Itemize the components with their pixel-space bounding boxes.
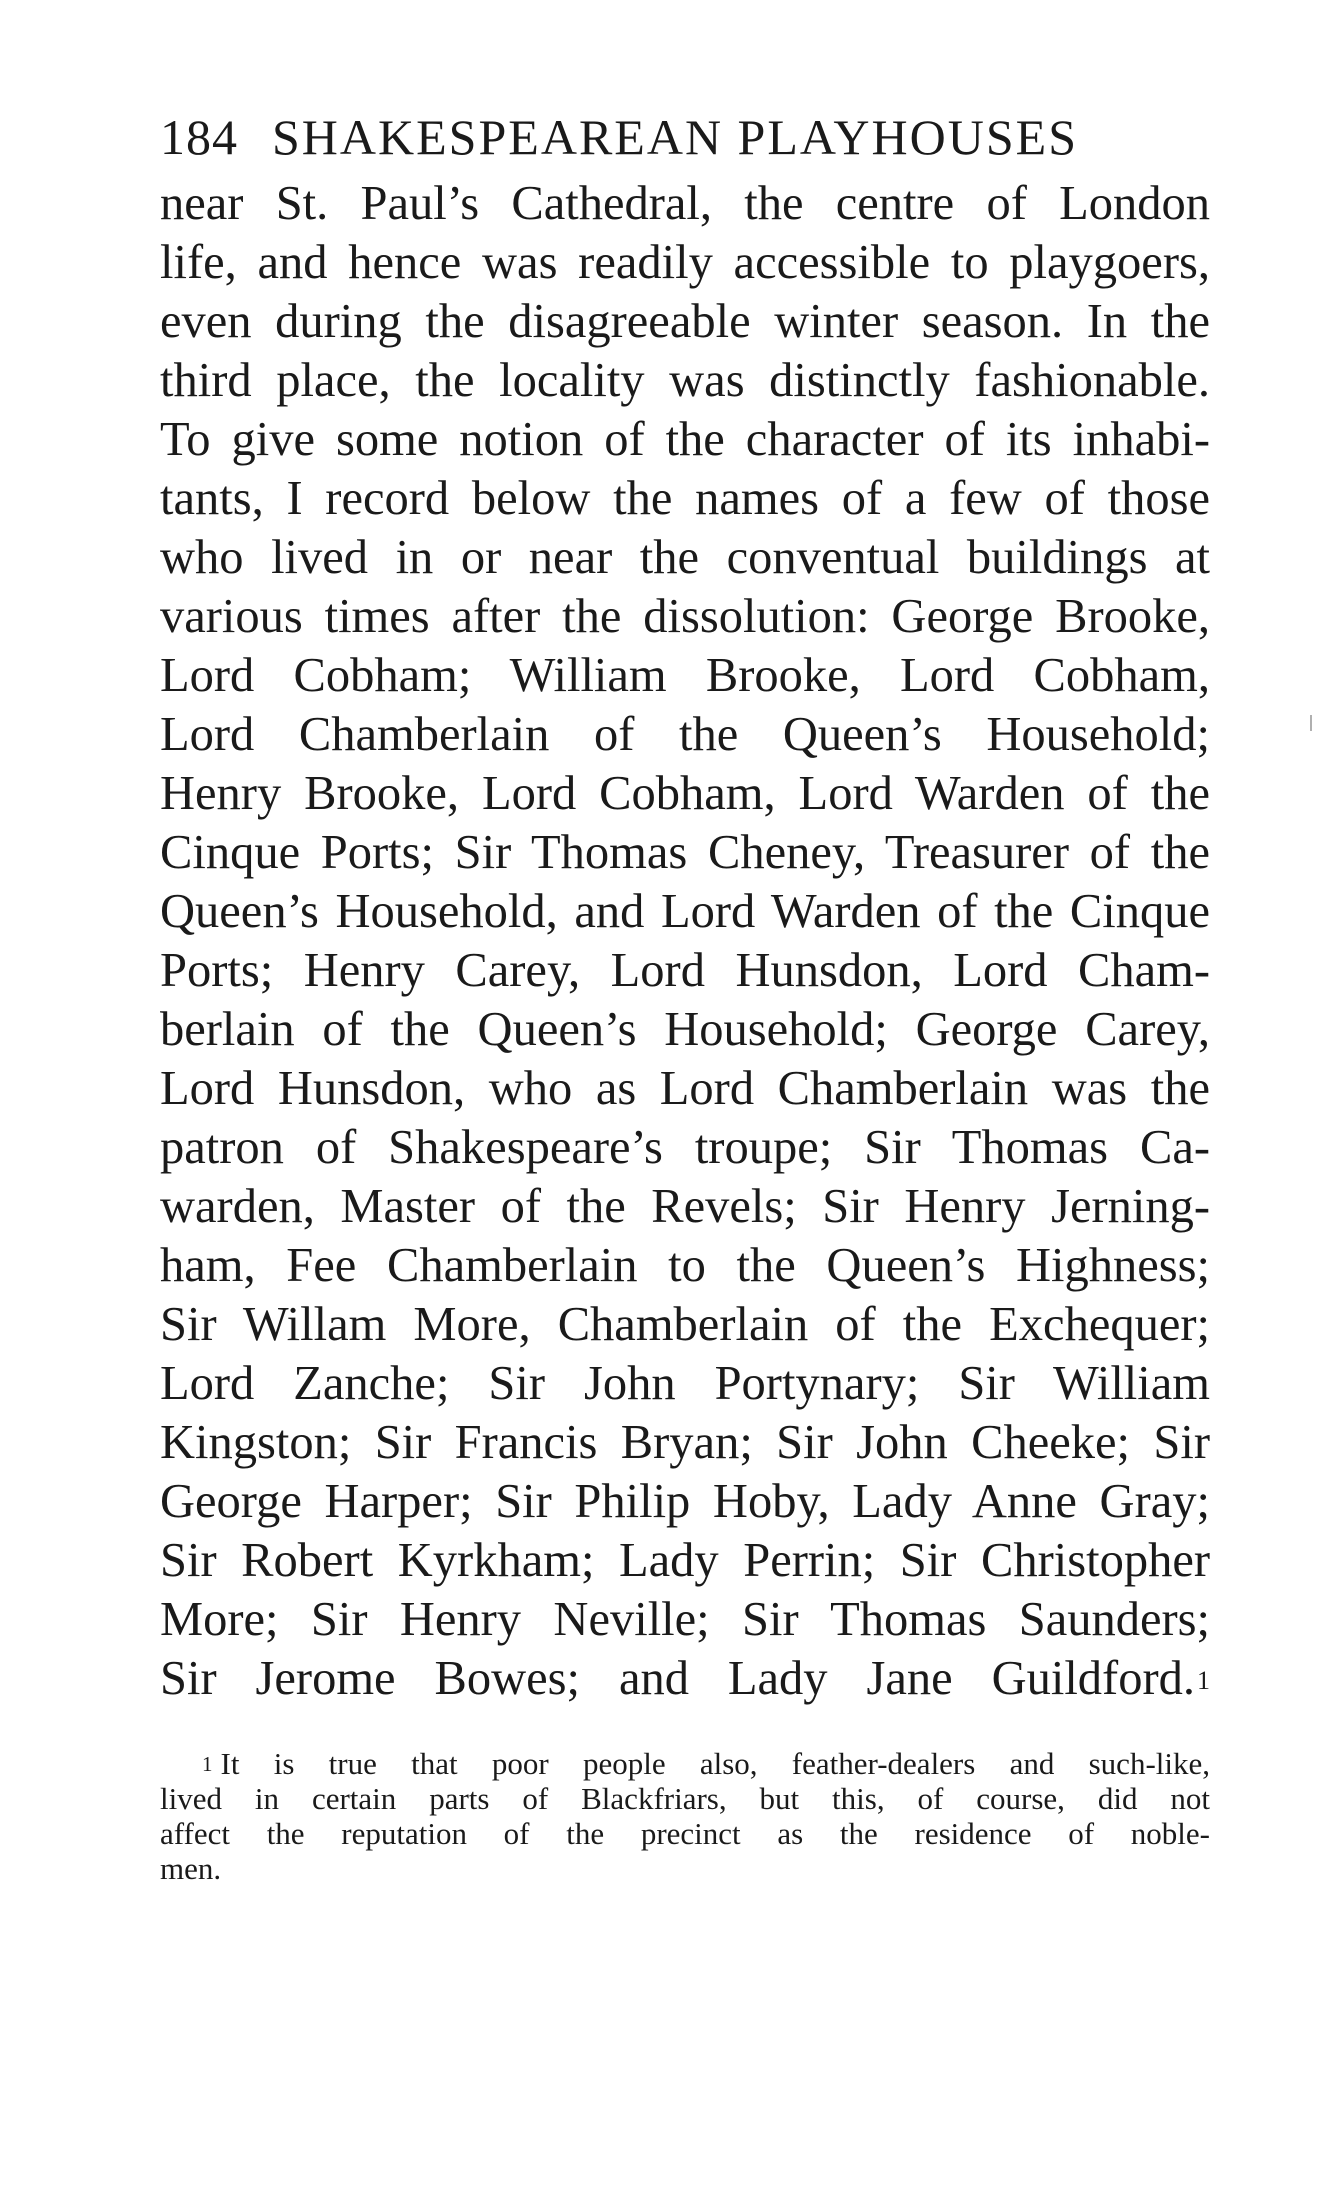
body-line: Ports; Henry Carey, Lord Hunsdon, Lord Cham- (160, 944, 1210, 997)
body-line: patron of Shakespeare’s troupe; Sir Thomas Ca- (160, 1121, 1210, 1174)
body-line: near St. Paul’s Cathedral, the centre of London (160, 177, 1210, 230)
footnote-line: men. (160, 1851, 222, 1886)
body-line: various times after the dissolution: George Brooke, (160, 590, 1210, 643)
body-line: Queen’s Household, and Lord Warden of the Cinque (160, 885, 1210, 938)
footnote (160, 1746, 1210, 1886)
body-line: Kingston; Sir Francis Bryan; Sir John Cheeke; Sir (160, 1416, 1210, 1469)
footnote-line: affect the reputation of the precinct as the residence of noble- (160, 1816, 1210, 1851)
body-text (160, 174, 1210, 1708)
body-line: To give some notion of the character of its inhabi- (160, 413, 1210, 466)
running-head (160, 108, 1210, 166)
body-line: Henry Brooke, Lord Cobham, Lord Warden of the (160, 767, 1210, 820)
body-line: life, and hence was readily accessible to playgoers, (160, 236, 1210, 289)
footnote-line-text: It is true that poor people also, feather-dealers and such-like, (220, 1746, 1210, 1781)
body-line: tants, I record below the names of a few of those (160, 472, 1210, 525)
book-page (160, 108, 1210, 1886)
page-number: 184 (160, 109, 238, 165)
footnote-line (160, 1746, 1210, 1781)
body-line: Sir Willam More, Chamberlain of the Exchequer; (160, 1298, 1210, 1351)
footnote-line: lived in certain parts of Blackfriars, but this, of course, did not (160, 1781, 1210, 1816)
body-line: Lord Zanche; Sir John Portynary; Sir William (160, 1357, 1210, 1410)
body-line: ham, Fee Chamberlain to the Queen’s Highness; (160, 1239, 1210, 1292)
body-line: Sir Robert Kyrkham; Lady Perrin; Sir Christopher (160, 1534, 1210, 1587)
body-line: Lord Hunsdon, who as Lord Chamberlain was the (160, 1062, 1210, 1115)
running-title: SHAKESPEAREAN PLAYHOUSES (272, 109, 1079, 165)
body-line: Lord Cobham; William Brooke, Lord Cobham, (160, 649, 1210, 702)
body-line-last-text: Sir Jerome Bowes; and Lady Jane Guildford. (160, 1652, 1195, 1705)
body-line: berlain of the Queen’s Household; George Carey, (160, 1003, 1210, 1056)
body-line-last (160, 1649, 1210, 1708)
body-line: Cinque Ports; Sir Thomas Cheney, Treasurer of the (160, 826, 1210, 879)
body-line: Lord Chamberlain of the Queen’s Household; (160, 708, 1210, 761)
body-line: More; Sir Henry Neville; Sir Thomas Saunders; (160, 1593, 1210, 1646)
body-line: even during the disagreeable winter season. In the (160, 295, 1210, 348)
scan-artifact-mark (1310, 715, 1312, 731)
body-line: warden, Master of the Revels; Sir Henry Jerning- (160, 1180, 1210, 1233)
body-line: George Harper; Sir Philip Hoby, Lady Anne Gray; (160, 1475, 1210, 1528)
body-line: third place, the locality was distinctly fashionable. (160, 354, 1210, 407)
footnote-marker: 1 (202, 1752, 213, 1776)
body-line: who lived in or near the conventual buildings at (160, 531, 1210, 584)
footnote-reference: 1 (1197, 1666, 1210, 1695)
